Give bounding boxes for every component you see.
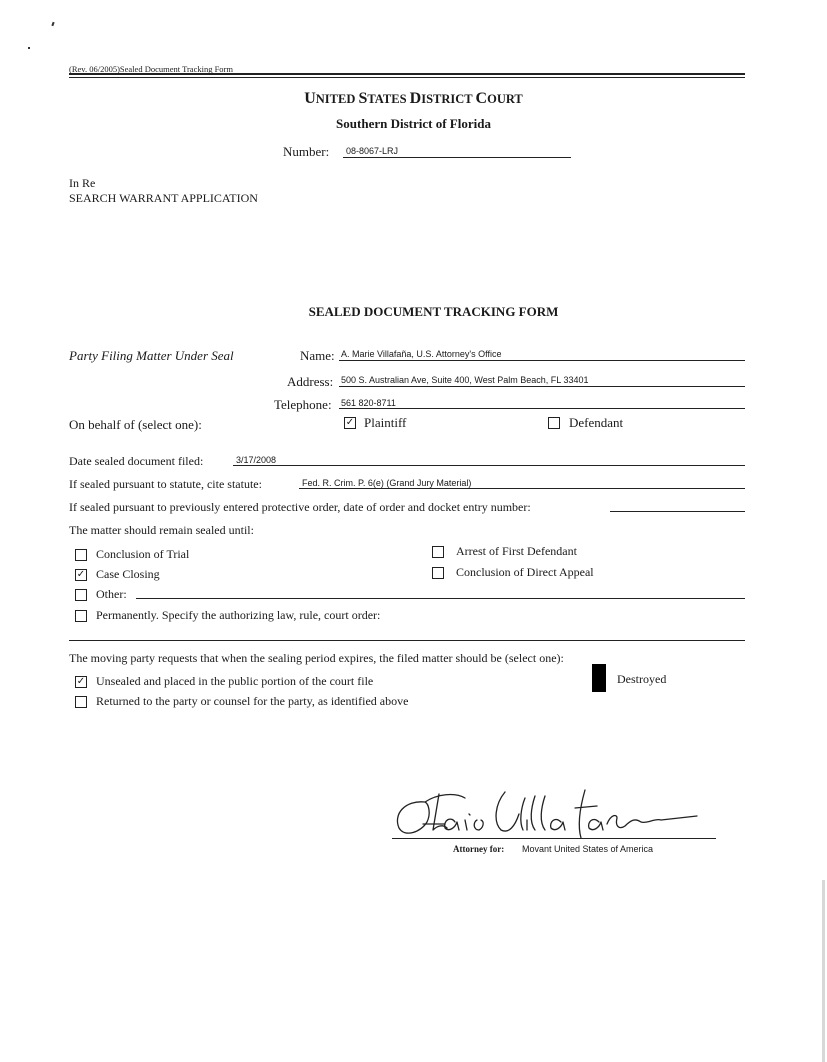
conclusion-trial-checkbox[interactable] bbox=[75, 549, 87, 561]
case-closing-checkbox[interactable]: ✓ bbox=[76, 569, 86, 580]
returned-label: Returned to the party or counsel for the party, as identified above bbox=[96, 694, 409, 708]
signature-line bbox=[392, 838, 716, 839]
destroyed-redaction-box bbox=[592, 664, 606, 692]
direct-appeal-label: Conclusion of Direct Appeal bbox=[456, 565, 594, 579]
attorney-for-label: Attorney for: bbox=[453, 844, 505, 854]
protective-order-line bbox=[610, 511, 745, 512]
other-label: Other: bbox=[96, 587, 127, 601]
attorney-for-value[interactable]: Movant United States of America bbox=[522, 844, 654, 854]
date-filed-label: Date sealed document filed: bbox=[69, 454, 204, 468]
permanently-label: Permanently. Specify the authorizing law, rule, court order: bbox=[96, 608, 381, 622]
name-label: Name: bbox=[300, 348, 335, 363]
case-closing-label: Case Closing bbox=[96, 567, 160, 581]
defendant-checkbox[interactable] bbox=[548, 417, 560, 429]
name-line bbox=[339, 360, 745, 361]
unsealed-checkbox[interactable]: ✓ bbox=[76, 676, 86, 687]
matter-title: SEARCH WARRANT APPLICATION bbox=[69, 191, 258, 205]
direct-appeal-checkbox[interactable] bbox=[432, 567, 444, 579]
address-value[interactable]: 500 S. Australian Ave, Suite 400, West Palm Beach, FL 33401 bbox=[341, 375, 589, 385]
arrest-label: Arrest of First Defendant bbox=[456, 544, 577, 558]
conclusion-trial-label: Conclusion of Trial bbox=[96, 547, 190, 561]
header-rule-bottom bbox=[69, 77, 745, 78]
name-value[interactable]: A. Marie Villafaña, U.S. Attorney's Office bbox=[341, 349, 502, 359]
telephone-line bbox=[339, 408, 745, 409]
plaintiff-checkbox[interactable]: ✓ bbox=[345, 417, 355, 428]
unsealed-label: Unsealed and placed in the public portion of the court file bbox=[96, 674, 374, 688]
district-name: Southern District of Florida bbox=[336, 116, 491, 131]
form-revision: (Rev. 06/2005)Sealed Document Tracking Form bbox=[69, 64, 233, 74]
behalf-label: On behalf of (select one): bbox=[69, 417, 202, 432]
header-rule-top bbox=[69, 73, 745, 75]
scan-mark bbox=[28, 47, 30, 49]
address-label: Address: bbox=[287, 374, 334, 389]
destroyed-label: Destroyed bbox=[617, 672, 667, 686]
remain-sealed-label: The matter should remain sealed until: bbox=[69, 523, 254, 537]
scan-edge bbox=[822, 880, 825, 1062]
case-number-label: Number: bbox=[283, 144, 330, 159]
plaintiff-label: Plaintiff bbox=[364, 415, 407, 430]
defendant-label: Defendant bbox=[569, 415, 624, 430]
date-filed-value[interactable]: 3/17/2008 bbox=[236, 455, 277, 465]
form-title: SEALED DOCUMENT TRACKING FORM bbox=[308, 304, 559, 319]
expiry-label: The moving party requests that when the sealing period expires, the filed matter should be (select one): bbox=[69, 651, 564, 665]
permanently-line bbox=[69, 640, 745, 641]
court-name: UNITED STATES DISTRICT COURT bbox=[304, 90, 523, 107]
statute-line bbox=[299, 488, 745, 489]
permanently-checkbox[interactable] bbox=[75, 610, 87, 622]
other-checkbox[interactable] bbox=[75, 589, 87, 601]
party-section-label: Party Filing Matter Under Seal bbox=[69, 348, 234, 363]
date-filed-line bbox=[233, 465, 745, 466]
returned-checkbox[interactable] bbox=[75, 696, 87, 708]
case-number-value[interactable]: 08-8067-LRJ bbox=[346, 146, 399, 156]
case-number-line bbox=[343, 157, 571, 158]
telephone-label: Telephone: bbox=[274, 397, 332, 412]
telephone-value[interactable]: 561 820-8711 bbox=[341, 398, 396, 408]
scan-mark bbox=[51, 22, 54, 26]
arrest-checkbox[interactable] bbox=[432, 546, 444, 558]
statute-value[interactable]: Fed. R. Crim. P. 6(e) (Grand Jury Material) bbox=[302, 478, 472, 488]
protective-order-label: If sealed pursuant to previously entered protective order, date of order and docket entry number: bbox=[69, 500, 531, 514]
signature-image bbox=[385, 784, 725, 844]
address-line bbox=[339, 386, 745, 387]
other-line bbox=[136, 598, 745, 599]
statute-label: If sealed pursuant to statute, cite statute: bbox=[69, 477, 262, 491]
in-re-label: In Re bbox=[69, 176, 96, 190]
